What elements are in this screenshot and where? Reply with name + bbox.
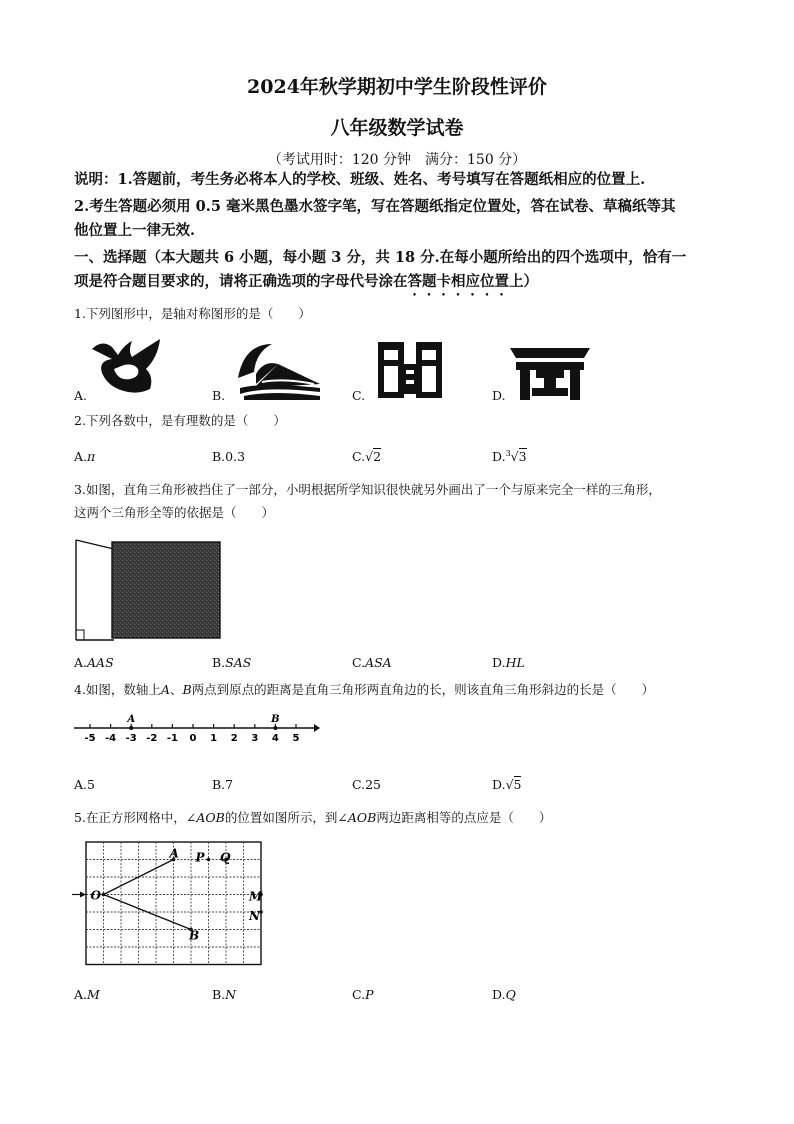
number-line-tick-label: 4: [271, 733, 279, 744]
exam-info: （考试用时：120 分钟 满分：150 分）: [267, 152, 527, 168]
page-subtitle: 八年级数学试卷: [330, 117, 464, 139]
grid-point-q-label: Q: [220, 850, 231, 865]
q2-option-a-math: π: [87, 449, 96, 464]
question-1-stem: 1.下列图形中，是轴对称图形的是（ ）: [74, 306, 311, 321]
number-line-tick-label: -2: [146, 733, 158, 744]
q4-option-d-radicand: 5: [513, 777, 522, 792]
section-heading-b-dots: 答题卡相应位置: [407, 273, 509, 290]
q5-option-d-label: D.: [492, 987, 506, 1002]
q5-option-c-label: C.: [352, 987, 366, 1002]
q4-option-b: B.7: [212, 777, 234, 792]
q5-stem-angle: AOB: [196, 810, 225, 825]
instruction-line-1: 说明：1.答题前，考生务必将本人的学校、班级、姓名、考号填写在答题纸相应的位置上.: [74, 171, 646, 188]
q1-option-a: A.: [74, 388, 88, 403]
grid-point-p-label: P: [195, 850, 205, 865]
number-line-tick-label: 2: [230, 733, 238, 744]
q1-option-d: D.: [492, 388, 506, 403]
q1-figure-b-icon: [234, 338, 324, 400]
number-line-point-a: [129, 726, 133, 730]
number-line-tick-label: 3: [251, 733, 259, 744]
q3-option-b: [212, 655, 251, 670]
number-line-tick-label: 5: [292, 733, 300, 744]
question-4-stem: [74, 680, 654, 698]
number-line-tick-label: -5: [84, 733, 96, 744]
number-line-point-a-label: A: [127, 714, 136, 725]
q1-option-b: B.: [212, 388, 226, 403]
number-line-tick-label: -1: [166, 733, 178, 744]
grid-point-m-label: M: [249, 889, 263, 904]
instruction-line-2b: 他位置上一律无效.: [74, 222, 196, 239]
q3-option-d-label: D.: [492, 655, 506, 670]
q1-figure-c-icon: [376, 336, 446, 400]
q2-option-b: B.0.3: [212, 449, 246, 464]
q4-number-line: [74, 712, 320, 748]
section-heading-b-post: 上）: [509, 273, 538, 290]
q5-grid-figure: [70, 838, 270, 962]
grid-point-n-label: N: [249, 909, 260, 923]
cube-root-icon: √: [510, 449, 519, 465]
q5-option-b: [212, 987, 236, 1002]
q3-option-c: [352, 655, 392, 670]
number-line-point-b: [273, 726, 277, 730]
grid-point-o-label: O: [90, 888, 101, 903]
q4-stem-mid: 、: [169, 682, 183, 697]
q4-option-c: C.25: [352, 777, 381, 792]
number-line-tick-label: 0: [189, 733, 197, 744]
q3-triangle-figure: [74, 536, 224, 642]
q2-option-c-label: C.: [352, 449, 366, 464]
arrow-right-icon: [80, 892, 86, 898]
q2-option-d-radicand: 3: [518, 449, 527, 465]
section-heading-b-pre: 项是符合题目要求的，请将正确选项的字母代号涂在: [74, 273, 408, 290]
page-title: 2024年秋学期初中学生阶段性评价: [247, 76, 547, 98]
q5-option-c-math: P: [365, 987, 374, 1002]
q4-stem-point-a: A: [160, 682, 170, 697]
q5-option-c: [352, 987, 374, 1002]
instruction-line-2a: 2.考生答题必须用 0.5 毫米黑色墨水签字笔，写在答题纸指定位置处，答在试卷、草稿纸等其: [74, 198, 676, 215]
q3-option-b-label: B.: [212, 655, 226, 670]
question-2-stem: 2.下列各数中，是有理数的是（ ）: [74, 413, 286, 428]
q4-option-d-label: D.: [492, 777, 506, 792]
q4-option-a: A.5: [74, 777, 95, 792]
q1-figure-a-icon: [88, 333, 168, 395]
q1-option-c: C.: [352, 388, 366, 403]
q2-option-d-index: 3: [505, 449, 511, 458]
grid-point-p: [207, 858, 211, 862]
number-line-tick-label: -3: [125, 733, 137, 744]
q5-stem-post: 两边距离相等的点应是（ ）: [376, 810, 552, 825]
q2-option-a: [74, 449, 95, 464]
section-heading-b: [74, 270, 538, 299]
question-5-stem: [74, 808, 551, 826]
q4-stem-pre: 4.如图，数轴上: [74, 682, 161, 697]
q3-occluder-block: [112, 542, 220, 638]
q5-option-b-label: B.: [212, 987, 226, 1002]
q2-option-d: [492, 449, 527, 464]
arrow-right-icon: [314, 724, 320, 732]
q3-option-a-label: A.: [74, 655, 88, 670]
number-line-point-b-label: B: [271, 714, 280, 725]
q3-option-a: [74, 655, 114, 670]
q4-option-d: [492, 777, 521, 792]
q5-option-d-math: Q: [505, 987, 516, 1002]
grid-point-a-label: A: [169, 846, 179, 861]
q4-stem-post: 两点到原点的距离是直角三角形两直角边的长，则该直角三角形斜边的长是（ ）: [191, 682, 655, 697]
q3-option-d: [492, 655, 525, 670]
q2-option-c: [352, 449, 381, 464]
q3-option-b-math: SAS: [225, 655, 252, 670]
q3-option-c-label: C.: [352, 655, 366, 670]
q5-option-a-math: M: [87, 987, 100, 1002]
grid-point-b-label: B: [189, 928, 200, 943]
q5-stem-angle-2: AOB: [347, 810, 377, 825]
q3-option-a-math: AAS: [87, 655, 114, 670]
q3-option-d-math: HL: [505, 655, 525, 670]
q5-option-a-label: A.: [74, 987, 88, 1002]
q5-option-a: [74, 987, 100, 1002]
q5-option-d: [492, 987, 516, 1002]
q2-option-a-label: A.: [74, 449, 88, 464]
sqrt-icon: √: [365, 449, 374, 464]
sqrt-icon: √: [505, 777, 514, 792]
q2-option-c-radicand: 2: [373, 449, 382, 464]
number-line-tick-label: -4: [105, 733, 117, 744]
q5-stem-mid: 的位置如图所示，到∠: [224, 810, 348, 825]
q5-stem-pre: 5.在正方形网格中，∠: [74, 810, 197, 825]
number-line-tick-label: 1: [210, 733, 218, 744]
section-heading-a: 一、选择题（本大题共 6 小题，每小题 3 分，共 18 分.在每小题所给出的四个选项中，恰有一: [74, 249, 687, 266]
q4-stem-point-b: B: [182, 682, 192, 697]
q1-figure-d-icon: [510, 344, 590, 400]
grid-point-o: [102, 893, 106, 897]
q3-option-c-math: ASA: [365, 655, 392, 670]
question-3-stem-b: 这两个三角形全等的依据是（ ）: [74, 505, 275, 520]
q2-option-d-label: D.: [492, 449, 506, 465]
q5-option-b-math: N: [225, 987, 237, 1002]
question-3-stem-a: 3.如图，直角三角形被挡住了一部分，小明根据所学知识很快就另外画出了一个与原来完全一样的三角形，: [74, 482, 661, 497]
